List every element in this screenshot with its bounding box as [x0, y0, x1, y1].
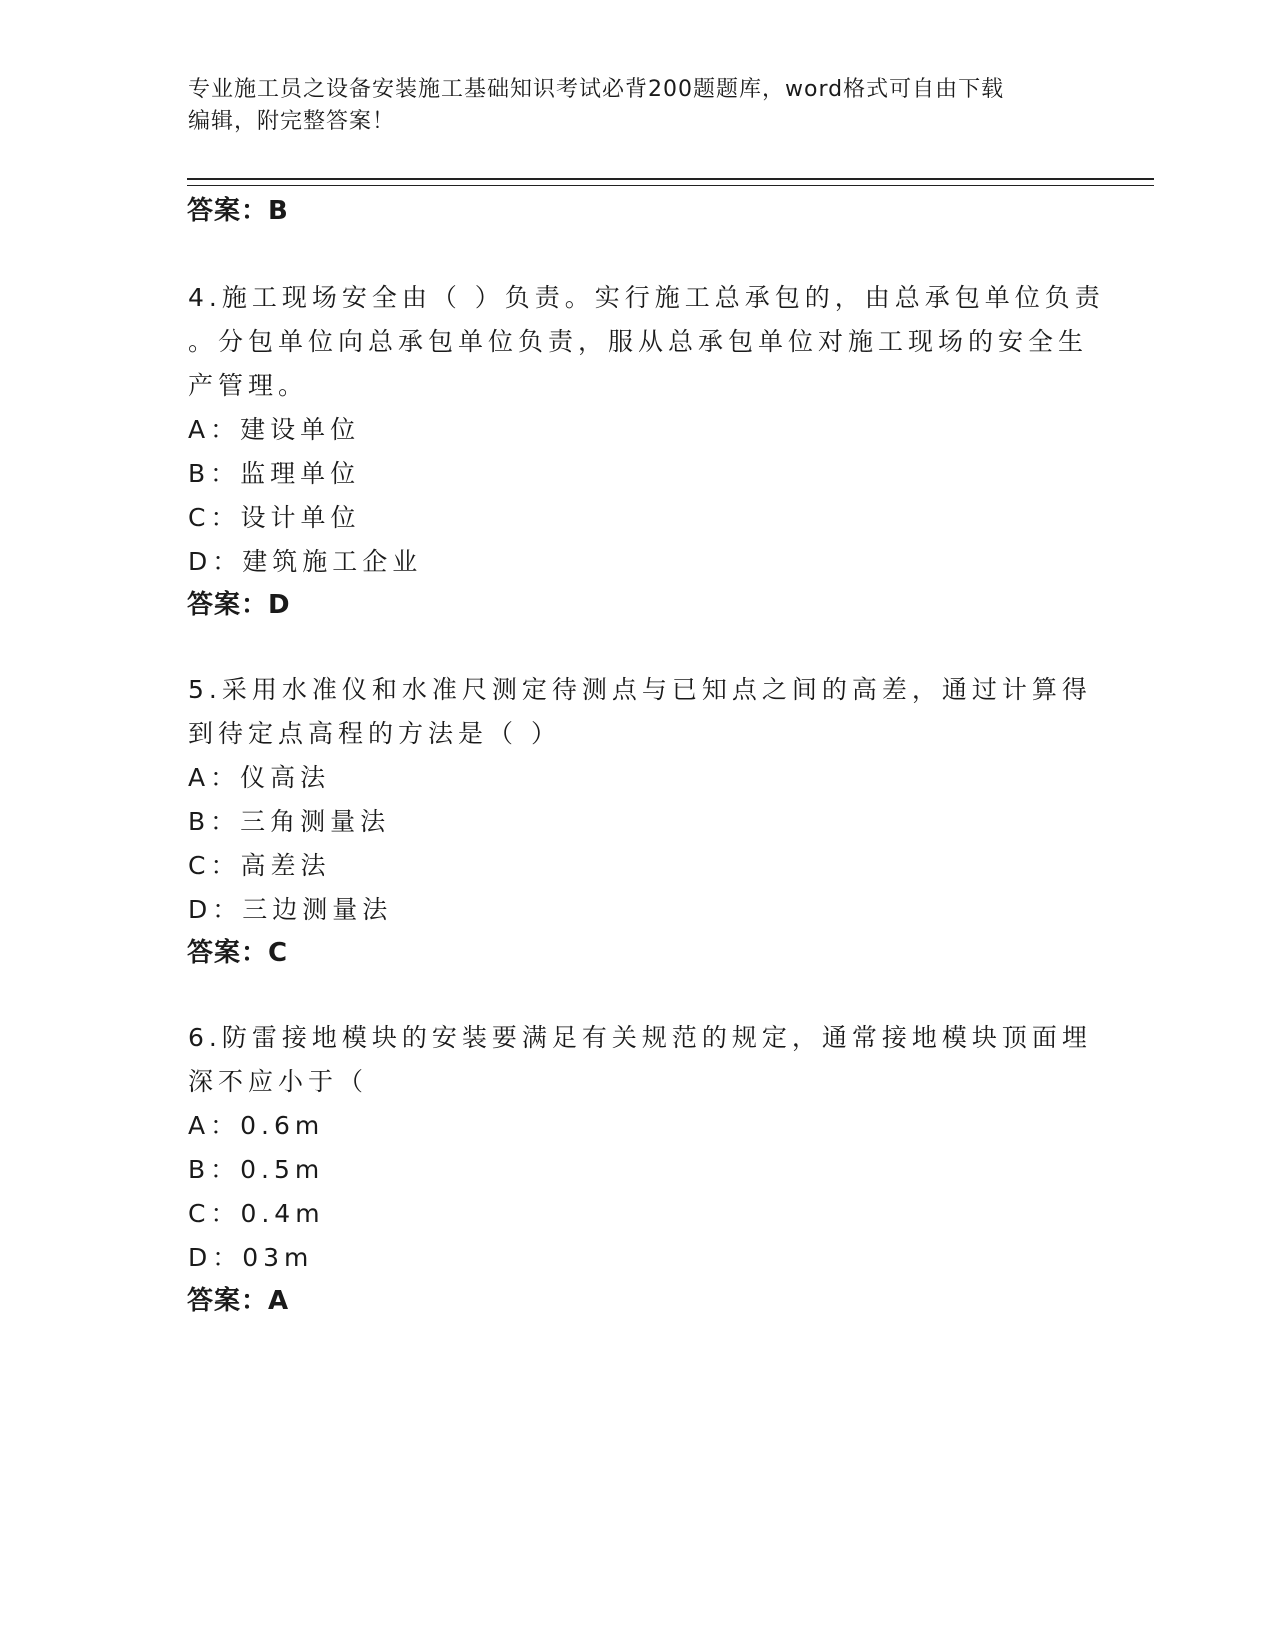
q4-option-d: D：建筑施工企业 — [188, 547, 423, 576]
q6-answer: 答案：A — [187, 1286, 290, 1316]
q6-option-c: C：0.4m — [188, 1199, 325, 1228]
q5-option-c: C：高差法 — [188, 851, 331, 880]
q4-answer: 答案：D — [187, 590, 291, 620]
q5-answer: 答案：C — [187, 938, 289, 968]
q5-text-line-1: 5.采用水准仪和水准尺测定待测点与已知点之间的高差，通过计算得 — [188, 675, 1092, 704]
q4-option-b: B：监理单位 — [188, 459, 361, 488]
q6-text-line-2: 深不应小于（ — [188, 1067, 369, 1096]
q6-option-a: A：0.6m — [188, 1111, 325, 1140]
q5-text-line-2: 到待定点高程的方法是（ ） — [188, 719, 561, 748]
header-line-1: 专业施工员之设备安装施工基础知识考试必背200题题库，word格式可自由下载 — [188, 77, 1005, 102]
q4-option-c: C：设计单位 — [188, 503, 361, 532]
q5-option-a: A：仪高法 — [188, 763, 331, 792]
q6-text-line-1: 6.防雷接地模块的安装要满足有关规范的规定，通常接地模块顶面埋 — [188, 1023, 1092, 1052]
q5-option-b: B：三角测量法 — [188, 807, 391, 836]
header-rule — [187, 178, 1154, 186]
q4-text-line-1: 4.施工现场安全由（ ）负责。实行施工总承包的，由总承包单位负责 — [188, 283, 1105, 312]
header-line-2: 编辑，附完整答案！ — [188, 109, 396, 134]
q4-text-line-3: 产管理。 — [188, 371, 309, 400]
previous-answer: 答案：B — [187, 196, 289, 226]
q4-text-line-2: 。分包单位向总承包单位负责，服从总承包单位对施工现场的安全生 — [188, 327, 1089, 356]
q6-option-b: B：0.5m — [188, 1155, 325, 1184]
page-header — [188, 74, 1088, 138]
q6-option-d: D：03m — [188, 1243, 314, 1272]
q4-option-a: A：建设单位 — [188, 415, 361, 444]
q5-option-d: D：三边测量法 — [188, 895, 393, 924]
